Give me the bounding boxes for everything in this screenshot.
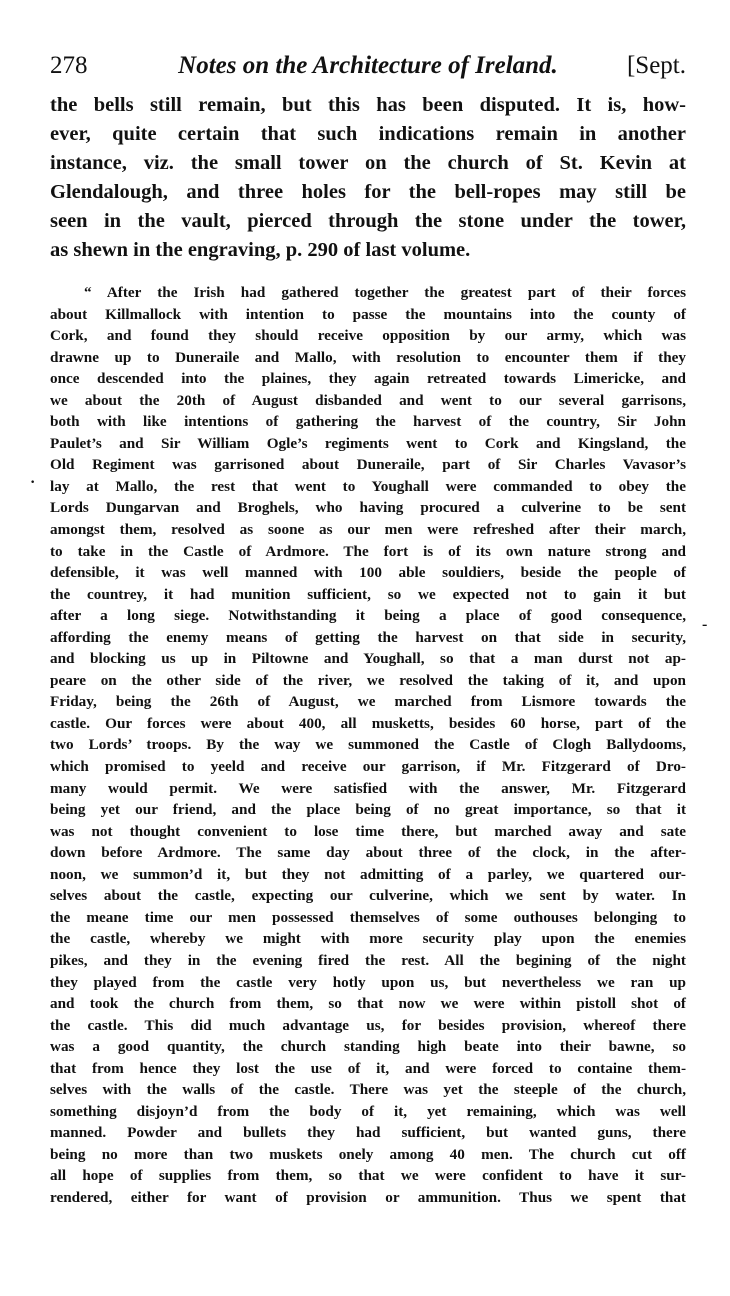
text-line: and blocking us up in Piltowne and Youghall, so that a man durst not ap- bbox=[50, 650, 686, 668]
text-line: and took the church from them, so that now we were within pistoll shot of bbox=[50, 995, 686, 1013]
text-line: noon, we summon’d it, but they not admitting of a parley, we quartered our- bbox=[50, 865, 686, 883]
header-month: [Sept. bbox=[626, 52, 686, 79]
text-line: something disjoyn’d from the body of it, yet remaining, which was well bbox=[50, 1102, 686, 1120]
running-title: Notes on the Architecture of Ireland. bbox=[178, 52, 558, 79]
text-line: down before Ardmore. The same day about three of the clock, in the after- bbox=[50, 844, 686, 862]
text-line: “ After the Irish had gathered together the greatest part of their forces bbox=[84, 284, 686, 301]
text-line: manned. Powder and bullets they had sufficient, but wanted guns, there bbox=[50, 1124, 686, 1142]
text-line: about Killmallock with intention to passe the mountains into the county of bbox=[50, 305, 686, 323]
text-line: instance, viz. the small tower on the church of St. Kevin at bbox=[50, 152, 686, 174]
text-line: we about the 20th of August disbanded and went to our several garrisons, bbox=[50, 391, 686, 409]
text-line: the castle. This did much advantage us, for besides provision, whereof there bbox=[50, 1016, 686, 1034]
text-line: Paulet’s and Sir William Ogle’s regiments went to Cork and Kingsland, the bbox=[50, 434, 686, 452]
running-header bbox=[50, 48, 686, 84]
text-line: to take in the Castle of Ardmore. The fort is of its own nature strong and bbox=[50, 542, 686, 560]
intro-paragraph bbox=[50, 91, 686, 265]
text-line: after a long siege. Notwithstanding it being a place of good consequence, bbox=[50, 607, 686, 625]
text-line: seen in the vault, pierced through the stone under the tower, bbox=[50, 210, 686, 232]
text-line: drawne up to Duneraile and Mallo, with resolution to encounter them if they bbox=[50, 348, 686, 366]
text-line: affording the enemy means of getting the harvest on that side in security, bbox=[50, 628, 686, 646]
text-line: which promised to yeeld and receive our garrison, if Mr. Fitzgerard of Dro- bbox=[50, 758, 686, 776]
text-line: Lords Dungarvan and Broghels, who having procured a culverine to be sent bbox=[50, 499, 686, 517]
margin-dash-mark: - bbox=[702, 616, 708, 633]
text-line: two Lords’ troops. By the way we summoned the Castle of Clogh Ballydooms, bbox=[50, 736, 686, 754]
text-line: Friday, being the 26th of August, we marched from Lismore towards the bbox=[50, 693, 686, 711]
text-line: amongst them, resolved as soone as our men were refreshed after their march, bbox=[50, 521, 686, 539]
text-line: the countrey, it had munition sufficient, so we expected not to gain it but bbox=[50, 585, 686, 603]
text-line: once descended into the plaines, they again retreated towards Limericke, and bbox=[50, 370, 686, 388]
text-line: being no more than two muskets onely among 40 men. The church cut off bbox=[50, 1145, 686, 1163]
text-line: ever, quite certain that such indications remain in another bbox=[50, 123, 686, 145]
quoted-passage bbox=[50, 282, 686, 1209]
text-line: both with like intentions of gathering the harvest of the country, Sir John bbox=[50, 413, 686, 431]
page-number: 278 bbox=[50, 52, 88, 79]
text-line: being yet our friend, and the place being of no great importance, so that it bbox=[50, 801, 686, 819]
text-line: peare on the other side of the river, we resolved the taking of it, and upon bbox=[50, 671, 686, 689]
text-line: the bells still remain, but this has been disputed. It is, how- bbox=[50, 94, 686, 116]
text-line: was not thought convenient to lose time there, but marched away and sate bbox=[50, 822, 686, 840]
text-line: selves about the castle, expecting our culverine, which we sent by water. In bbox=[50, 887, 686, 905]
text-line: Old Regiment was garrisoned about Duneraile, part of Sir Charles Vavasor’s bbox=[50, 456, 686, 474]
text-line: Cork, and found they should receive opposition by our army, which was bbox=[50, 327, 686, 345]
text-line: the meane time our men possessed themselves of some outhouses belonging to bbox=[50, 908, 686, 926]
text-line: Glendalough, and three holes for the bell-ropes may still be bbox=[50, 181, 686, 203]
text-line: lay at Mallo, the rest that went to Youghall were commanded to obey the bbox=[50, 477, 686, 495]
text-line: many would permit. We were satisfied with the answer, Mr. Fitzgerard bbox=[50, 779, 686, 797]
text-line: rendered, either for want of provision or ammunition. Thus we spent that bbox=[50, 1188, 686, 1206]
text-line: defensible, it was well manned with 100 able souldiers, beside the people of bbox=[50, 564, 686, 582]
text-line: was a good quantity, the church standing high beate into their bawne, so bbox=[50, 1038, 686, 1056]
text-line: that from hence they lost the use of it, and were forced to containe them- bbox=[50, 1059, 686, 1077]
text-line: the castle, whereby we might with more security play upon the enemies bbox=[50, 930, 686, 948]
text-line: selves with the walls of the castle. There was yet the steeple of the church, bbox=[50, 1081, 686, 1099]
text-line: they played from the castle very hotly upon us, but nevertheless we ran up bbox=[50, 973, 686, 991]
margin-dot-mark: · bbox=[30, 474, 36, 491]
text-line: as shewn in the engraving, p. 290 of last volume. bbox=[50, 239, 471, 261]
text-line: all hope of supplies from them, so that we were confident to have it sur- bbox=[50, 1167, 686, 1185]
text-line: pikes, and they in the evening fired the rest. All the begining of the night bbox=[50, 951, 686, 969]
text-line: castle. Our forces were about 400, all musketts, besides 60 horse, part of the bbox=[50, 714, 686, 732]
